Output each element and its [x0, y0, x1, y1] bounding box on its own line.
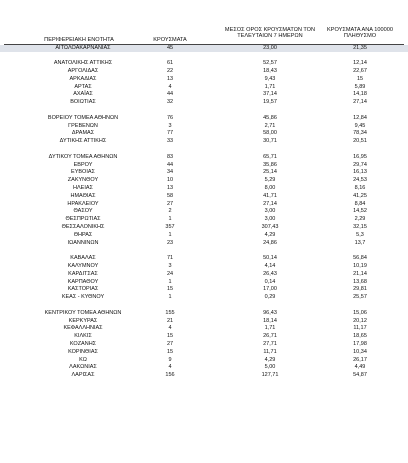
table-row	[0, 154, 408, 162]
region-name: ΗΛΕΙΑΣ	[73, 184, 93, 191]
per-100k-value: 26,17	[353, 356, 367, 363]
table-row	[0, 341, 408, 349]
cases-value: 13	[166, 75, 174, 82]
avg-value: 8,00	[264, 184, 276, 191]
table-row	[0, 84, 408, 92]
region-name: ΑΡΓΟΛΙΔΑΣ	[67, 67, 99, 74]
per-100k-value: 15,06	[353, 309, 367, 316]
region-name: ΚΟΖΑΝΗΣ	[69, 340, 97, 347]
cases-value: 61	[166, 60, 174, 67]
region-name: ΗΡΑΚΛΕΙΟΥ	[67, 200, 99, 207]
per-100k-value: 12,14	[353, 60, 367, 67]
header-region: ΠΕΡΙΦΕΡΕΙΑΚΗ ΕΝΟΤΗΤΑ	[44, 37, 114, 43]
per-100k-value: 41,25	[353, 192, 367, 199]
region-name: ΖΑΚΥΝΘΟΥ	[67, 177, 99, 184]
per-100k-value: 78,34	[353, 130, 367, 137]
table-row	[0, 185, 408, 193]
avg-value: 0,14	[264, 278, 276, 285]
cases-value: 1	[168, 294, 172, 301]
cases-value: 3	[168, 262, 172, 269]
cases-value: 1	[168, 216, 172, 223]
per-100k-value: 21,35	[353, 44, 367, 51]
cases-value: 13	[166, 184, 174, 191]
region-name: ΚΑΒΑΛΑΣ	[70, 255, 96, 262]
table-row	[0, 45, 408, 53]
avg-value: 4,29	[264, 231, 276, 238]
table-row	[0, 60, 408, 68]
table-row	[0, 333, 408, 341]
per-100k-value: 2,29	[354, 216, 366, 223]
region-name: ΙΩΑΝΝΙΝΩΝ	[67, 239, 99, 246]
header-avg-line2: ΤΕΛΕΥΤΑΙΩΝ 7 ΗΜΕΡΩΝ	[237, 33, 303, 40]
cases-value: 76	[166, 114, 174, 121]
region-name: ΛΑΡΙΣΑΣ	[71, 372, 95, 379]
table-row	[0, 115, 408, 123]
cases-value: 34	[166, 169, 174, 176]
per-100k-value: 56,84	[353, 255, 367, 262]
cases-value: 9	[168, 356, 172, 363]
per-100k-value: 10,19	[353, 262, 367, 269]
region-name: ΚΑΡΠΑΘΟΥ	[67, 278, 99, 285]
cases-value: 155	[165, 309, 175, 316]
cases-value: 71	[166, 255, 174, 262]
table-row	[0, 130, 408, 138]
cases-value: 4	[168, 83, 172, 90]
per-100k-value: 12,84	[353, 114, 367, 121]
table-row	[0, 76, 408, 84]
region-name: ΒΟΡΕΙΟΥ ΤΟΜΕΑ ΑΘΗΝΩΝ	[47, 114, 119, 121]
per-100k-value: 54,87	[353, 372, 367, 379]
region-name: ΚΩ	[79, 356, 87, 363]
cases-value: 4	[168, 325, 172, 332]
region-name: ΚΕΦΑΛΛΗΝΙΑΣ	[63, 325, 103, 332]
per-100k-value: 24,53	[353, 177, 367, 184]
cases-value: 44	[166, 161, 174, 168]
avg-value: 25,14	[263, 169, 277, 176]
avg-value: 26,43	[263, 270, 277, 277]
cases-value: 15	[166, 286, 174, 293]
table-row	[0, 310, 408, 318]
table-row	[0, 201, 408, 209]
table-row	[0, 279, 408, 287]
avg-value: 307,43	[261, 223, 279, 230]
cases-value: 2	[168, 208, 172, 215]
header-cases-per-100k	[314, 27, 406, 39]
region-name: ΚΟΡΙΝΘΙΑΣ	[68, 348, 98, 355]
header-per-line1: ΚΡΟΥΣΜΑΤΑ ΑΝΑ 100000	[327, 27, 393, 33]
avg-value: 4,29	[264, 356, 276, 363]
table-row	[0, 216, 408, 224]
table-row	[0, 68, 408, 76]
avg-value: 1,71	[264, 83, 276, 90]
per-100k-value: 20,51	[353, 138, 367, 145]
avg-value: 3,00	[264, 208, 276, 215]
table-row	[0, 271, 408, 279]
table-row	[0, 193, 408, 201]
region-name: ΘΕΣΠΡΩΤΙΑΣ	[65, 216, 101, 223]
avg-value: 27,71	[263, 340, 277, 347]
per-100k-value: 4,49	[354, 364, 366, 371]
table-row	[0, 169, 408, 177]
per-100k-value: 10,34	[353, 348, 367, 355]
table-row	[0, 123, 408, 131]
table-row	[0, 162, 408, 170]
region-name: ΔΥΤΙΚΟΥ ΤΟΜΕΑ ΑΘΗΝΩΝ	[48, 153, 118, 160]
avg-value: 96,43	[263, 309, 277, 316]
region-name: ΑΡΤΑΣ	[74, 83, 92, 90]
per-100k-value: 13,7	[354, 239, 366, 246]
table-row	[0, 208, 408, 216]
region-name: ΔΥΤΙΚΗΣ ΑΤΤΙΚΗΣ	[59, 138, 107, 145]
table-row	[0, 138, 408, 146]
cases-value: 27	[166, 200, 174, 207]
per-100k-value: 15	[356, 75, 364, 82]
region-name: ΔΡΑΜΑΣ	[71, 130, 95, 137]
avg-value: 0,29	[264, 294, 276, 301]
table-row	[0, 286, 408, 294]
cases-value: 357	[165, 223, 175, 230]
region-name: ΕΒΡΟΥ	[73, 161, 93, 168]
cases-value: 83	[166, 153, 174, 160]
cases-value: 156	[165, 372, 175, 379]
region-name: ΚΑΡΔΙΤΣΑΣ	[68, 270, 98, 277]
avg-value: 58,00	[263, 130, 277, 137]
table-row	[0, 232, 408, 240]
avg-value: 9,43	[264, 75, 276, 82]
avg-value: 5,00	[264, 364, 276, 371]
avg-value: 45,86	[263, 114, 277, 121]
cases-value: 1	[168, 231, 172, 238]
per-100k-value: 18,65	[353, 333, 367, 340]
cases-value: 4	[168, 364, 172, 371]
avg-value: 23,00	[263, 44, 277, 51]
avg-value: 18,14	[263, 317, 277, 324]
table-row	[0, 177, 408, 185]
avg-value: 18,43	[263, 67, 277, 74]
table-row	[0, 99, 408, 107]
per-100k-value: 8,16	[354, 184, 366, 191]
region-name: ΚΑΛΥΜΝΟΥ	[67, 262, 99, 269]
cases-value: 27	[166, 340, 174, 347]
avg-value: 127,71	[261, 372, 279, 379]
region-name: ΑΧΑΪΑΣ	[73, 91, 93, 98]
table-row	[0, 294, 408, 302]
cases-value: 1	[168, 278, 172, 285]
table-row	[0, 240, 408, 248]
region-name: ΓΡΕΒΕΝΩΝ	[68, 122, 98, 129]
header-cases: ΚΡΟΥΣΜΑΤΑ	[153, 37, 187, 43]
cases-value: 44	[166, 91, 174, 98]
region-name: ΒΟΙΩΤΙΑΣ	[70, 99, 96, 106]
per-100k-value: 14,18	[353, 91, 367, 98]
avg-value: 11,71	[263, 348, 277, 355]
region-name: ΚΕΑΣ - ΚΥΘΝΟΥ	[61, 294, 105, 301]
per-100k-value: 32,15	[353, 223, 367, 230]
cases-value: 15	[166, 333, 174, 340]
region-name: ΘΑΣΟΥ	[73, 208, 93, 215]
avg-value: 3,00	[264, 216, 276, 223]
per-100k-value: 16,95	[353, 153, 367, 160]
table-row	[0, 364, 408, 372]
avg-value: 30,71	[263, 138, 277, 145]
avg-value: 26,71	[263, 333, 277, 340]
avg-value: 35,86	[263, 161, 277, 168]
avg-value: 52,57	[263, 60, 277, 67]
region-name: ΚΑΣΤΟΡΙΑΣ	[67, 286, 99, 293]
per-100k-value: 14,52	[353, 208, 367, 215]
cases-value: 33	[166, 138, 174, 145]
region-name: ΕΥΒΟΙΑΣ	[71, 169, 95, 176]
header-per-line2: ΠΛΗΘΥΣΜΟ	[343, 33, 377, 40]
region-name: ΑΝΑΤΟΛΙΚΗΣ ΑΤΤΙΚΗΣ	[53, 60, 113, 67]
cases-value: 45	[166, 44, 174, 51]
table-row	[0, 372, 408, 380]
table-row	[0, 318, 408, 326]
table-row	[0, 255, 408, 263]
cases-value: 58	[166, 192, 174, 199]
per-100k-value: 5,3	[356, 231, 364, 238]
avg-value: 24,86	[263, 239, 277, 246]
avg-value: 19,57	[263, 99, 277, 106]
region-name: ΚΕΝΤΡΙΚΟΥ ΤΟΜΕΑ ΑΘΗΝΩΝ	[44, 309, 122, 316]
region-name: ΗΜΑΘΙΑΣ	[70, 192, 96, 199]
per-100k-value: 27,14	[353, 99, 367, 106]
table-row	[0, 357, 408, 365]
avg-value: 37,14	[263, 91, 277, 98]
cases-value: 10	[166, 177, 174, 184]
region-name: ΛΑΚΩΝΙΑΣ	[69, 364, 97, 371]
table-row	[0, 263, 408, 271]
cases-value: 22	[166, 67, 174, 74]
per-100k-value: 20,12	[353, 317, 367, 324]
avg-value: 41,71	[263, 192, 277, 199]
cases-value: 32	[166, 99, 174, 106]
cases-value: 21	[166, 317, 174, 324]
per-100k-value: 17,98	[353, 340, 367, 347]
region-name: ΚΙΛΚΙΣ	[74, 333, 92, 340]
cases-value: 24	[166, 270, 174, 277]
table-row	[0, 349, 408, 357]
header-avg-line1: ΜΕΣΟΣ ΟΡΟΣ ΚΡΟΥΣΜΑΤΩΝ ΤΟΝ	[224, 27, 316, 33]
cases-value: 23	[166, 239, 174, 246]
header-7day-average	[222, 27, 318, 39]
per-100k-value: 16,13	[353, 169, 367, 176]
table-row	[0, 224, 408, 232]
avg-value: 2,71	[264, 122, 276, 129]
avg-value: 1,71	[264, 325, 276, 332]
avg-value: 5,29	[264, 177, 276, 184]
per-100k-value: 25,57	[353, 294, 367, 301]
cases-value: 15	[166, 348, 174, 355]
cases-value: 77	[166, 130, 174, 137]
per-100k-value: 22,67	[353, 67, 367, 74]
avg-value: 27,14	[263, 200, 277, 207]
table-row	[0, 325, 408, 333]
per-100k-value: 11,17	[353, 325, 367, 332]
per-100k-value: 13,68	[353, 278, 367, 285]
per-100k-value: 9,45	[354, 122, 366, 129]
avg-value: 50,14	[263, 255, 277, 262]
avg-value: 4,14	[264, 262, 276, 269]
region-name: ΚΕΡΚΥΡΑΣ	[68, 317, 98, 324]
avg-value: 65,71	[263, 153, 277, 160]
per-100k-value: 5,89	[354, 83, 366, 90]
table-row	[0, 91, 408, 99]
region-name: ΘΕΣΣΑΛΟΝΙΚΗΣ	[61, 223, 105, 230]
region-name: ΑΙΤΩΛΟΑΚΑΡΝΑΝΙΑΣ	[55, 44, 111, 51]
per-100k-value: 29,81	[353, 286, 367, 293]
per-100k-value: 29,74	[353, 161, 367, 168]
region-name: ΘΗΡΑΣ	[73, 231, 93, 238]
avg-value: 17,00	[263, 286, 277, 293]
per-100k-value: 8,84	[354, 200, 366, 207]
per-100k-value: 21,14	[353, 270, 367, 277]
cases-value: 3	[168, 122, 172, 129]
region-name: ΑΡΚΑΔΙΑΣ	[69, 75, 97, 82]
